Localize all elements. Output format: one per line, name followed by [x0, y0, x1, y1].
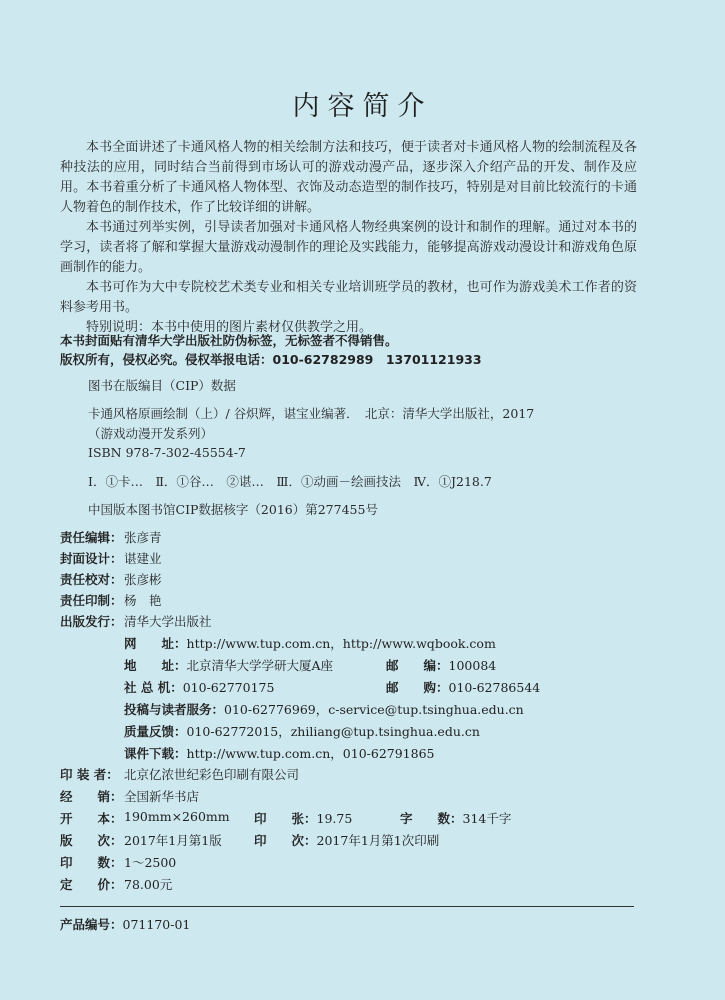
publisher-mail-order: 邮 购：010-62786544: [386, 680, 541, 695]
credit-label: 出版发行：: [60, 614, 123, 629]
cip-title-line: 卡通风格原画绘制（上）/ 谷炽辉，谌宝业编著． 北京：清华大学出版社，2017: [88, 406, 535, 421]
credit-value: 190mm×260mm: [124, 809, 230, 824]
publisher-switchboard: 社 总 机：010-62770175: [124, 680, 275, 695]
product-code: 产品编号：071170-01: [60, 917, 191, 932]
credit-word-count: 字 数：314千字: [400, 811, 512, 826]
credit-value: 张彦彬: [124, 572, 162, 587]
intro-paragraph: 特别说明：本书中使用的图片素材仅供教学之用。: [86, 320, 373, 335]
credit-value: 清华大学出版社: [124, 614, 212, 629]
credit-label: 定 价：: [60, 877, 123, 892]
page-title: 内容简介: [292, 91, 433, 122]
credit-value: 2017年1月第1版: [124, 833, 222, 848]
cip-classification: Ⅰ．①卡… Ⅱ．①谷… ②谌… Ⅲ．①动画－绘画技法 Ⅳ．①J218.7: [88, 474, 492, 489]
intro-paragraph: 本书通过列举实例，引导读者加强对卡通风格人物经典案例的设计和制作的理解。通过对本书的学习，读者将了解和掌握大量游戏动漫制作的理论及实践能力，能够提高游戏动漫设计和游戏角色原画制作的能力。: [60, 220, 637, 275]
credit-label: 印 装 者：: [60, 767, 119, 782]
cip-record-number: 中国版本图书馆CIP数据核字（2016）第277455号: [88, 502, 378, 517]
anti-counterfeit-notice: 本书封面贴有清华大学出版社防伪标签，无标签者不得销售。: [60, 333, 398, 348]
publisher-reader-service: 投稿与读者服务：010-62776969，c-service@tup.tsinghua.edu.cn: [124, 702, 524, 717]
credit-label: 责任编辑：: [60, 530, 123, 545]
credit-value: 谌建业: [124, 551, 162, 566]
credit-value: 杨 艳: [124, 593, 162, 608]
publisher-website: 网 址：http://www.tup.com.cn，http://www.wqbook.com: [124, 636, 496, 651]
credit-value: 1～2500: [124, 855, 177, 870]
intro-paragraph: 本书可作为大中专院校艺术类专业和相关专业培训班学员的教材，也可作为游戏美术工作者的资料参考用书。: [60, 280, 637, 315]
credit-value: 张彦青: [124, 530, 162, 545]
publisher-zipcode: 邮 编：100084: [386, 658, 497, 673]
publisher-courseware: 课件下载：http://www.tup.com.cn，010-62791865: [124, 746, 435, 761]
intro-paragraph: 本书全面讲述了卡通风格人物的相关绘制方法和技巧，便于读者对卡通风格人物的绘制流程及各种技法的应用，同时结合当前得到市场认可的游戏动漫产品，逐步深入介绍产品的开发、制作及应用。本书着重分析了卡通风格人物体型、衣饰及动态造型的制作技巧，特别是对目前比较流行的卡通人物着色的制作技术，作了比较详细的讲解。: [60, 140, 637, 215]
credit-label: 责任校对：: [60, 572, 123, 587]
credit-label: 开 本：: [60, 811, 123, 826]
cip-isbn: ISBN 978-7-302-45554-7: [88, 445, 246, 460]
copyright-notice: [60, 331, 660, 369]
credit-label: 经 销：: [60, 789, 123, 804]
credit-value: 北京亿浓世纪彩色印刷有限公司: [124, 767, 300, 782]
intro-section: [60, 138, 637, 338]
credit-impression: 印 次：2017年1月第1次印刷: [254, 833, 440, 848]
piracy-report-notice: 版权所有，侵权必究。侵权举报电话：010-62782989 13701121933: [60, 352, 482, 367]
credit-label: 责任印制：: [60, 593, 123, 608]
divider-line: [60, 906, 634, 907]
credit-sheets: 印 张：19.75: [254, 811, 353, 826]
credit-label: 印 数：: [60, 855, 123, 870]
credit-value: 全国新华书店: [124, 789, 200, 804]
credit-label: 封面设计：: [60, 551, 123, 566]
credit-value: 78.00元: [124, 877, 173, 892]
credit-label: 版 次：: [60, 833, 123, 848]
publisher-address: 地 址：北京清华大学学研大厦A座: [124, 658, 334, 673]
cip-heading: 图书在版编目（CIP）数据: [88, 378, 236, 393]
cip-series-line: （游戏动漫开发系列）: [88, 426, 214, 441]
publisher-quality-feedback: 质量反馈：010-62772015，zhiliang@tup.tsinghua.edu.cn: [124, 724, 480, 739]
